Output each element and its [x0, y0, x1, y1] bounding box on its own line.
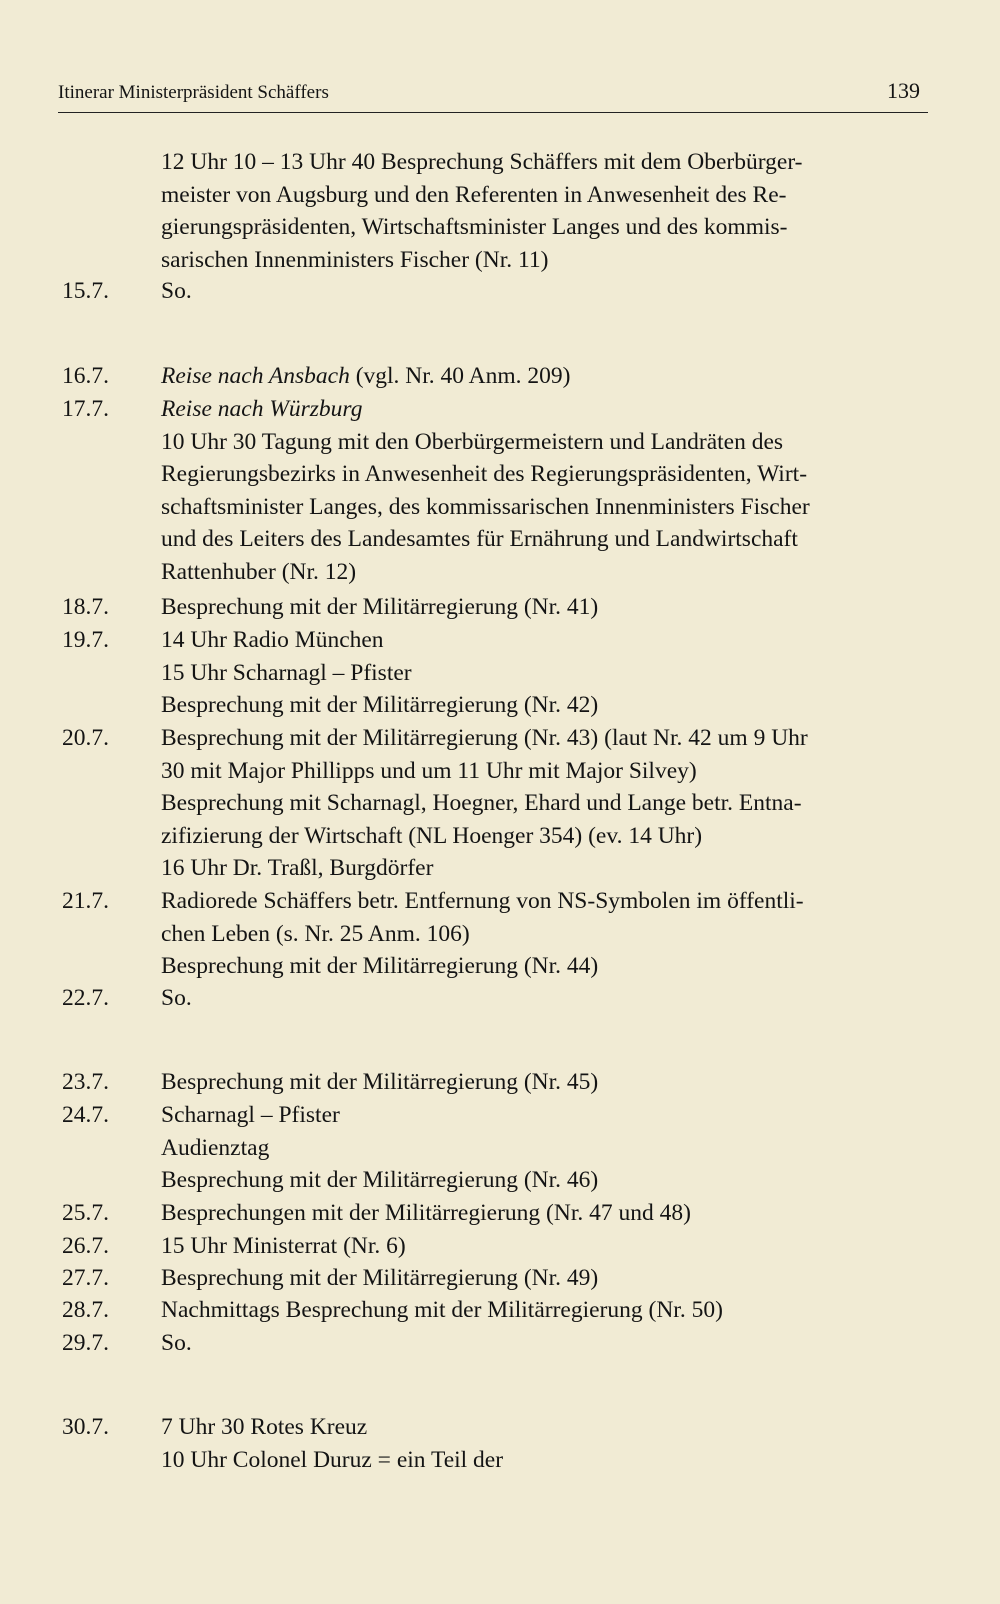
entry-date: 28.7. — [62, 1297, 109, 1323]
entry-text: und des Leiters des Landesamtes für Ernährung und Landwirtschaft — [161, 526, 798, 553]
entry-date: 21.7. — [62, 888, 109, 914]
entry-text-line — [161, 787, 802, 820]
entry-text: Radiorede Schäffers betr. Entfernung von NS-Symbolen im öffentli- — [161, 888, 804, 914]
entry-text: Audienztag — [161, 1134, 270, 1161]
entry-text-line — [161, 491, 810, 524]
entry-text-line — [161, 591, 598, 624]
entry-date: 16.7. — [62, 363, 109, 389]
entry-text-line — [161, 360, 570, 393]
running-head: Itinerar Ministerpräsident Schäffers — [58, 82, 329, 103]
entry-date: 25.7. — [62, 1200, 109, 1226]
entry-date: 15.7. — [62, 278, 109, 304]
entry-date: 29.7. — [62, 1330, 109, 1356]
entry-text-line — [161, 852, 433, 885]
entry-date: 27.7. — [62, 1265, 109, 1291]
entry-text: gierungspräsidenten, Wirtschaftsminister Langes und des kommis- — [161, 214, 788, 241]
entry-text: Scharnagl – Pfister — [161, 1102, 340, 1128]
entry-italic-text: Reise nach Würzburg — [161, 396, 363, 422]
entry-text-line — [161, 1066, 598, 1099]
entry-text: Regierungsbezirks in Anwesenheit des Regierungspräsidenten, Wirt- — [161, 461, 808, 488]
entry-text-line — [161, 624, 384, 657]
entry-text: 30 mit Major Phillipps und um 11 Uhr mit Major Silvey) — [161, 757, 697, 784]
entry-text: So. — [161, 985, 192, 1011]
entry-text: (vgl. Nr. 40 Anm. 209) — [349, 363, 571, 389]
entry-text-line — [161, 689, 598, 722]
entry-text-line — [161, 1294, 723, 1327]
entry-text-line — [161, 1262, 598, 1295]
entry-text-line — [161, 1132, 269, 1165]
entry-text-line — [161, 1444, 503, 1477]
entry-date: 18.7. — [62, 594, 109, 620]
entry-text: 16 Uhr Dr. Traßl, Burgdörfer — [161, 855, 434, 882]
entry-text-line — [161, 1411, 367, 1444]
entry-date: 22.7. — [62, 985, 109, 1011]
entry-text-line — [161, 1197, 691, 1230]
entry-text: 10 Uhr 30 Tagung mit den Oberbürgermeistern und Landräten des — [161, 428, 784, 455]
entry-italic-text: Reise nach Ansbach — [161, 363, 350, 389]
entry-date: 17.7. — [62, 396, 109, 422]
entry-text-line — [161, 1230, 406, 1263]
entry-text: Besprechung mit der Militärregierung (Nr. 41) — [161, 594, 599, 620]
entry-text: Besprechung mit der Militärregierung (Nr. 45) — [161, 1069, 599, 1095]
entry-text-line — [161, 244, 548, 277]
entry-text-line — [161, 146, 803, 179]
entry-text: 15 Uhr Scharnagl – Pfister — [161, 659, 412, 686]
entry-text: sarischen Innenministers Fischer (Nr. 11) — [161, 246, 549, 273]
entry-text-line — [161, 722, 808, 755]
entry-text-line — [161, 950, 598, 983]
entry-text-line — [161, 820, 702, 853]
entry-text-line — [161, 1099, 340, 1132]
entry-text: 10 Uhr Colonel Duruz = ein Teil der — [161, 1446, 504, 1473]
page-number: 139 — [887, 78, 920, 103]
entry-text: zifizierung der Wirtschaft (NL Hoenger 354) (ev. 14 Uhr) — [161, 822, 703, 849]
entry-text-line — [161, 1164, 598, 1197]
entry-text: Besprechung mit der Militärregierung (Nr. 44) — [161, 953, 599, 980]
entry-text: Rattenhuber (Nr. 12) — [161, 559, 357, 585]
entry-text: 7 Uhr 30 Rotes Kreuz — [161, 1414, 368, 1440]
entry-text-line — [161, 393, 362, 426]
entry-text-line — [161, 657, 412, 690]
entry-text-line — [161, 179, 786, 212]
entry-date: 30.7. — [62, 1414, 109, 1440]
entry-text-line — [161, 458, 807, 491]
entry-text-line — [161, 1327, 192, 1360]
entry-text: Besprechung mit der Militärregierung (Nr. 46) — [161, 1167, 599, 1194]
entry-text: So. — [161, 1330, 192, 1356]
entry-text: 15 Uhr Ministerrat (Nr. 6) — [161, 1233, 406, 1259]
entry-text: schaftsminister Langes, des kommissarischen Innenministers Fischer — [161, 493, 810, 520]
entry-text: 14 Uhr Radio München — [161, 627, 384, 653]
entry-text: meister von Augsburg und den Referenten in Anwesenheit des Re- — [161, 181, 787, 208]
entry-text-line — [161, 211, 787, 244]
entry-text: Nachmittags Besprechung mit der Militärregierung (Nr. 50) — [161, 1297, 723, 1323]
entry-date: 19.7. — [62, 627, 109, 653]
entry-text-line — [161, 523, 798, 556]
entry-text-line — [161, 755, 697, 788]
entry-text: Besprechung mit der Militärregierung (Nr. 43) (laut Nr. 42 um 9 Uhr — [161, 725, 808, 751]
entry-date: 26.7. — [62, 1233, 109, 1259]
entry-text: Besprechung mit der Militärregierung (Nr. 42) — [161, 692, 599, 719]
entry-text-line — [161, 556, 356, 589]
entry-text-line — [161, 918, 470, 951]
entry-text-line — [161, 426, 783, 459]
entry-text: 12 Uhr 10 – 13 Uhr 40 Besprechung Schäffers mit dem Oberbürger- — [161, 149, 803, 175]
entry-text: Besprechungen mit der Militärregierung (Nr. 47 und 48) — [161, 1200, 691, 1226]
entry-text-line — [161, 885, 804, 918]
entry-text: Besprechung mit Scharnagl, Hoegner, Ehard und Lange betr. Entna- — [161, 790, 802, 817]
entry-text: So. — [161, 278, 192, 304]
entry-date: 24.7. — [62, 1102, 109, 1128]
page-header — [58, 76, 928, 113]
entry-date: 23.7. — [62, 1069, 109, 1095]
entry-text: chen Leben (s. Nr. 25 Anm. 106) — [161, 920, 470, 947]
entry-text-line — [161, 275, 192, 308]
entry-text: Besprechung mit der Militärregierung (Nr. 49) — [161, 1265, 599, 1291]
entry-date: 20.7. — [62, 725, 109, 751]
entry-text-line — [161, 982, 192, 1015]
